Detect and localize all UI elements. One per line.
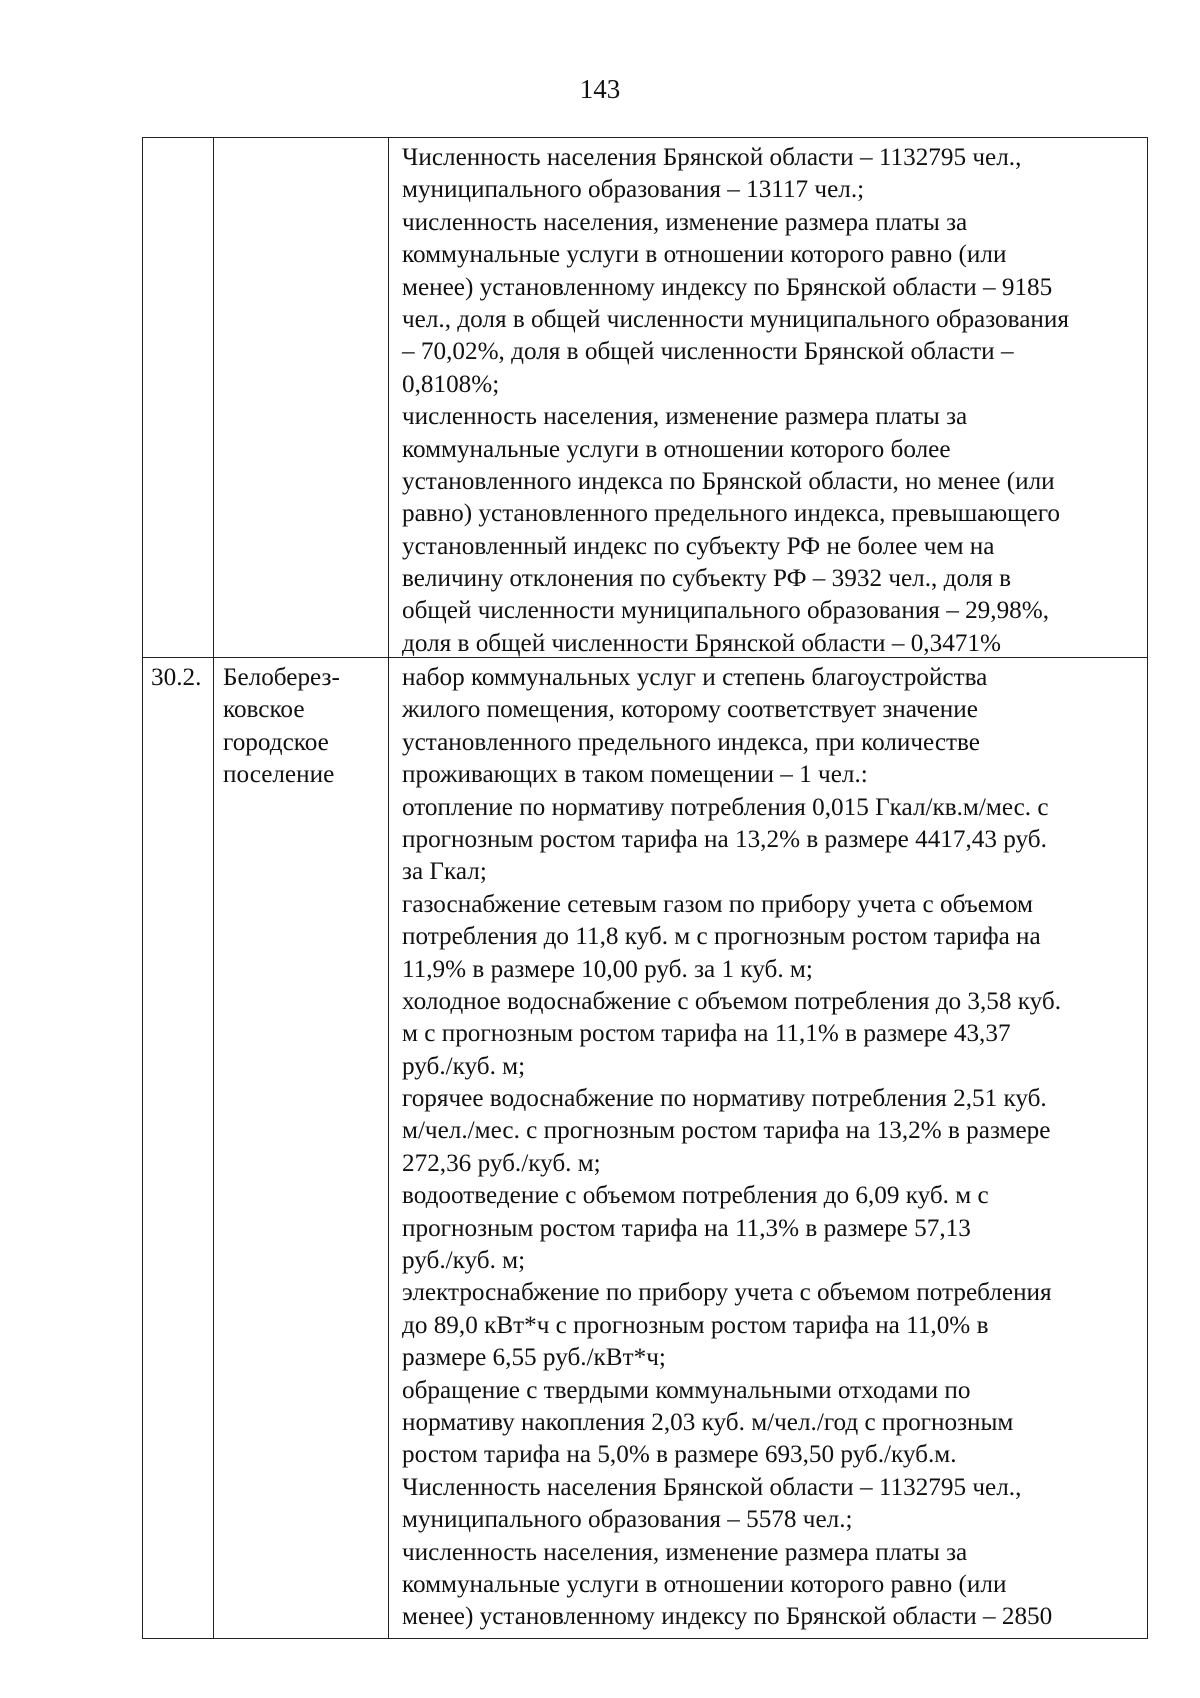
text-line: руб./куб. м; — [402, 1052, 526, 1080]
text-line: городское — [223, 728, 329, 756]
text-line: менее) установленному индексу по Брянской области – 2850 — [402, 1603, 1053, 1631]
text-line: Численность населения Брянской области – 1132795 чел., — [402, 144, 1022, 171]
text-line: Численность населения Брянской области – 1132795 чел., — [402, 1473, 1022, 1501]
row-2-description — [402, 662, 1144, 1634]
row-2-number: 30.2. — [151, 664, 202, 691]
text-line: проживающих в таком помещении – 1 чел.: — [402, 761, 868, 789]
text-line: доля в общей численности Брянской области – 0,3471% — [402, 629, 1001, 657]
text-line: за Гкал; — [402, 858, 487, 886]
text-line: равно) установленного предельного индекса, превышающего — [402, 500, 1061, 528]
text-line: водоотведение с объемом потребления до 6,09 куб. м с — [402, 1182, 989, 1210]
text-line: менее) установленному индексу по Брянской области – 9185 — [402, 273, 1053, 301]
text-line: 11,9% в размере 10,00 руб. за 1 куб. м; — [402, 955, 813, 983]
row-2-settlement-name — [223, 662, 383, 792]
text-line: жилого помещения, которому соответствует значение — [402, 696, 978, 724]
text-line: горячее водоснабжение по нормативу потребления 2,51 куб. — [402, 1085, 1047, 1113]
text-line: 0,8108%; — [402, 370, 500, 398]
text-line: газоснабжение сетевым газом по прибору учета с объемом — [402, 890, 1033, 918]
text-line: до 89,0 кВт*ч с прогнозным ростом тарифа на 11,0% в — [402, 1311, 989, 1339]
text-line: м с прогнозным ростом тарифа на 11,1% в размере 43,37 — [402, 1020, 1011, 1048]
text-line: коммунальные услуги в отношении которого более — [402, 435, 951, 463]
row-1-description — [402, 142, 1144, 660]
column-divider — [388, 138, 389, 1638]
text-line: отопление по нормативу потребления 0,015 Гкал/кв.м/мес. с — [402, 793, 1049, 821]
page-number: 143 — [579, 74, 621, 104]
text-line: ковское — [223, 696, 305, 724]
text-line: численность населения, изменение размера платы за — [402, 403, 968, 431]
text-line: поселение — [223, 761, 335, 789]
text-line: Белоберез- — [223, 664, 340, 691]
text-line: муниципального образования – 13117 чел.; — [402, 176, 865, 204]
text-line: коммунальные услуги в отношении которого равно (или — [402, 241, 1007, 269]
text-line: обращение с твердыми коммунальными отходами по — [402, 1376, 971, 1404]
text-line: потребления до 11,8 куб. м с прогнозным ростом тарифа на — [402, 923, 1041, 951]
text-line: нормативу накопления 2,03 куб. м/чел./год с прогнозным — [402, 1408, 1014, 1436]
data-table — [142, 137, 1148, 1639]
text-line: величину отклонения по субъекту РФ – 3932 чел., доля в — [402, 565, 1012, 593]
text-line: установленный индекс по субъекту РФ не более чем на — [402, 532, 995, 560]
text-line: численность населения, изменение размера платы за — [402, 208, 968, 236]
text-line: холодное водоснабжение с объемом потребления до 3,58 куб. — [402, 987, 1062, 1015]
text-line: ростом тарифа на 5,0% в размере 693,50 руб./куб.м. — [402, 1441, 957, 1469]
text-line: установленного индекса по Брянской области, но менее (или — [402, 467, 1055, 495]
text-line: размере 6,55 руб./кВт*ч; — [402, 1344, 666, 1372]
text-line: 272,36 руб./куб. м; — [402, 1149, 601, 1177]
text-line: численность населения, изменение размера платы за — [402, 1538, 968, 1566]
text-line: прогнозным ростом тарифа на 13,2% в размере 4417,43 руб. — [402, 825, 1047, 853]
text-line: установленного предельного индекса, при количестве — [402, 728, 980, 756]
text-line: муниципального образования – 5578 чел.; — [402, 1506, 853, 1534]
column-divider — [213, 138, 214, 1638]
text-line: – 70,02%, доля в общей численности Брянской области – — [402, 338, 1014, 366]
text-line: руб./куб. м; — [402, 1247, 526, 1275]
text-line: коммунальные услуги в отношении которого равно (или — [402, 1570, 1007, 1598]
text-line: чел., доля в общей численности муниципального образования — [402, 305, 1069, 333]
text-line: м/чел./мес. с прогнозным ростом тарифа на 13,2% в размере — [402, 1117, 1051, 1145]
text-line: общей численности муниципального образования – 29,98%, — [402, 597, 1050, 625]
text-line: набор коммунальных услуг и степень благоустройства — [402, 664, 988, 691]
text-line: прогнозным ростом тарифа на 11,3% в размере 57,13 — [402, 1214, 971, 1242]
text-line: электроснабжение по прибору учета с объемом потребления — [402, 1279, 1052, 1307]
